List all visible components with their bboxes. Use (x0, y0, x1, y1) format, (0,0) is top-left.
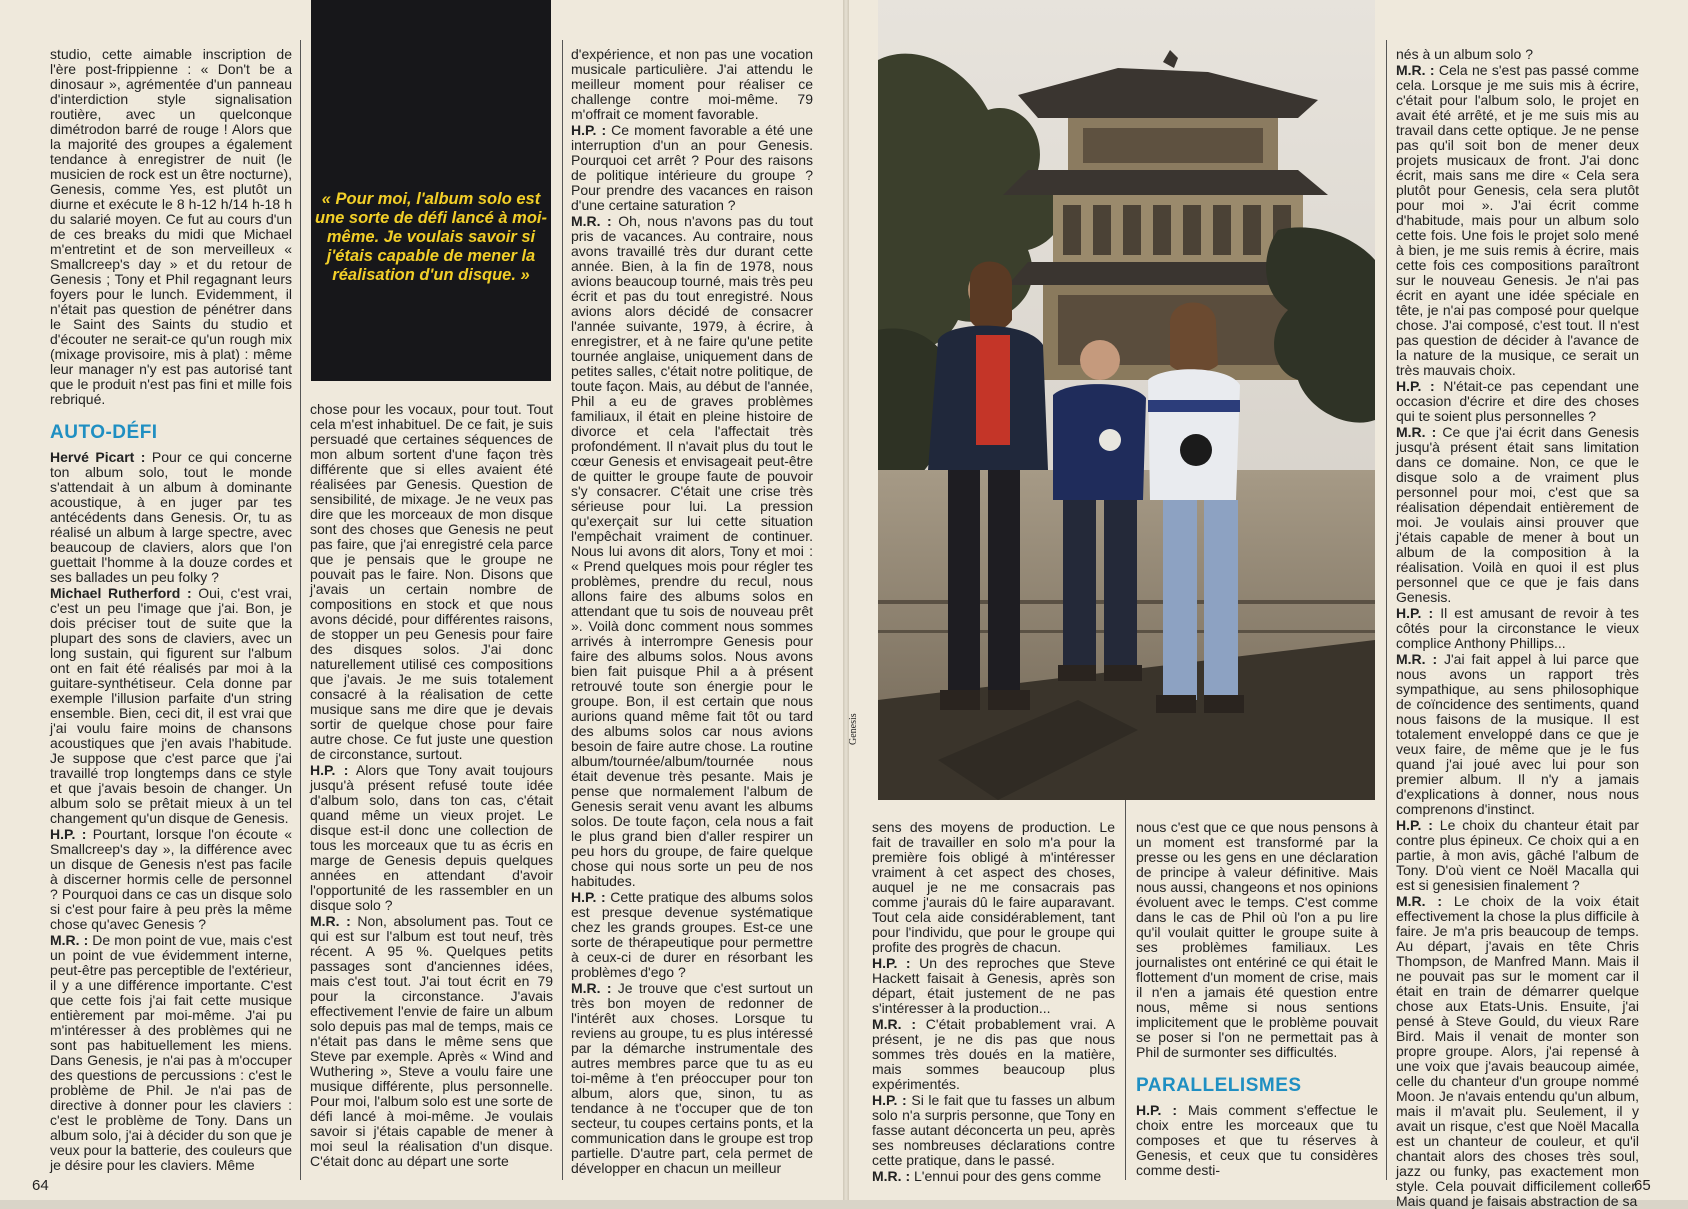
speaker-label: M.R. : (1396, 62, 1435, 78)
paragraph (571, 214, 813, 889)
paragraph-text: Le choix du chanteur était par contre plus épineux. Ce choix qui a en partie, à mon avis, gâché l'album de Tony. D'où vient ce Noël Macalla qui est si genesisien finalement ? (1396, 817, 1639, 893)
paragraph-text: Pour ce qui concerne ton album solo, tout le monde s'attendait à un album à dominante acoustique, à en juger par tes antécédents dans Genesis. Or, tu as réalisé un album à large spectre, avec beaucoup de claviers, alors que l'on guettait l'homme à la douze cordes et ses ballades un peu folky ? (50, 449, 292, 585)
article-column-6 (1396, 46, 1639, 1209)
paragraph-text: N'était-ce pas cependant une occasion d'écrire et dire des choses qui te soient plus personnelles ? (1396, 378, 1639, 424)
speaker-label: M.R. : (1396, 893, 1443, 909)
speaker-label: H.P. : (310, 762, 349, 778)
speaker-label: M.R. : (872, 1168, 911, 1184)
column-rule (1125, 800, 1126, 1180)
paragraph: nés à un album solo ? (1396, 46, 1533, 62)
pull-quote: « Pour moi, l'album solo est une sorte de défi lancé à moi-même. Je voulais savoir si j'étais capable de mener la réalisation d'un disque. » (315, 190, 547, 284)
band-photo (878, 0, 1375, 800)
paragraph (571, 123, 813, 213)
speaker-label: H.P. : (1136, 1102, 1178, 1118)
speaker-label: M.R. : (50, 932, 89, 948)
paragraph (1136, 1103, 1378, 1178)
paragraph-text: Cela ne s'est pas passé comme cela. Lorsque je me suis mis à écrire, c'était pour l'album solo, le projet en avait été arrêté, et je me suis mis au travail dans cette optique. Je ne pense pas qu'il soit bon de mener deux projets musicaux de front. J'ai donc écrit, mais sans me dire « Cela sera plutôt pour Genesis, cela sera plutôt pour moi ». J'ai écrit comme d'habitude, mais pour un album solo cette fois. Une fois le projet solo mené à bien, je me suis remis à écrire, mais cette fois ces compositions paraîtront sur le nouveau Genesis. Je n'ai pas écrit en ayant une idée spéciale en tête, je n'ai pas composé pour quelque chose. J'ai composé, c'est tout. Il n'est pas question de décider à l'avance de la nature de la musique, ce serait un très mauvais choix. (1396, 62, 1639, 378)
page-gutter (843, 0, 849, 1200)
speaker-label: M.R. : (1396, 424, 1437, 440)
paragraph (1396, 379, 1639, 424)
speaker-label: M.R. : (1396, 651, 1438, 667)
paragraph-text: Pourtant, lorsque l'on écoute « Smallcreep's day », la différence avec un disque de Genesis n'est pas facile à discerner hormis celle de personnel ? Pourquoi dans ce cas un disque solo si c'est pour faire à peu près la même chose qu'avec Genesis ? (50, 826, 292, 932)
speaker-label: H.P. : (50, 826, 87, 842)
article-column-1 (50, 46, 293, 1173)
paragraph (50, 827, 292, 932)
paragraph-text: Je trouve que c'est surtout un très bon moyen de redonner de l'intérêt aux choses. Lorsque tu reviens au groupe, tu es plus intéressé par la démarche instrumentale des autres membres parce que tu as eu toi-même à t'en préoccuper pour ton album, alors que, sinon, tu as tendance à ne t'occuper que de ton secteur, tu coupes certains ponts, et la communication dans le groupe est trop partielle. D'autre part, cela permet de développer en chacun un meilleur (571, 980, 813, 1176)
paragraph-text: Oui, c'est vrai, c'est un peu l'image que j'ai. Bon, je dois préciser tout de suite que la plupart des sons de claviers, avec un long sustain, qui figurent sur l'album ont en fait été réalisés par moi à la guitare-synthétiseur. Cela donne par exemple l'illusion parfaite d'un string ensemble. Bien, ceci dit, il est vrai que j'ai voulu faire moins de chansons acoustiques que j'en avais l'habitude. Je suppose que c'est parce que j'ai travaillé trop longtemps dans ce style et que j'avais besoin de changer. Un album solo se prêtait mieux à un tel changement qu'un disque de Genesis. (50, 585, 292, 826)
speaker-label: Hervé Picart : (50, 449, 146, 465)
paragraph: nous c'est que ce que nous pensons à un moment est transformé par la presse ou les gens en une déclaration de principe à valeur définitive. Mais nous aussi, changeons et nos opinions évoluent avec le temps. C'est comme dans le cas de Phil où l'on a pu lire qu'il voulait quitter le groupe suite à ses problèmes familiaux. Les journalistes ont entériné ce qui était le flottement d'un moment de crise, mais il n'en a jamais été question entre nous, même si nous sentions implicitement que le problème pouvait se poser si l'on ne permettait pas à Phil de surmonter ses difficultés. (1136, 819, 1378, 1060)
paragraph-text: Oh, nous n'avons pas du tout pris de vacances. Au contraire, nous avons travaillé très dur durant cette année. Bien, à la fin de 1978, nous avions beaucoup tourné, mais très peu écrit et pas du tout enregistré. Nous avions alors décidé de consacrer l'année suivante, 1979, à écrire, à enregistrer, et à ne faire qu'une petite tournée anglaise, uniquement dans de petites salles, c'était notre politique, de toute façon. Mais, au début de l'année, Phil a eu de graves problèmes familiaux, il était en pleine histoire de divorce et cela l'affectait très profondément. Il n'avait plus du tout le cœur Genesis et envisageait peut-être de quitter le groupe faute de pouvoir s'y consacrer. C'était une crise très sérieuse pour lui. La pression qu'exerçait sur lui cette situation l'empêchait vraiment de continuer. Nous lui avons dit alors, Tony et moi : « Prend quelques mois pour régler tes problèmes, prendre du recul, nous allons faire des albums solos en attendant que tu sois de nouveau prêt ». Voilà donc comment nous sommes arrivés à interrompre Genesis pour faire des albums solos. Nous avons bien fait puisque Phil a à présent retrouvé toute son énergie pour le groupe. Bon, il est certain que nous aurions quand même fait tôt ou tard des albums solos car nous avions besoin de faire autre chose. La routine album/tournée/album/tournée nous était devenue très pesante. Mais je pense que normalement l'album de Genesis serait venu avant les albums solos. De toute façon, cela nous a fait le plus grand bien d'aller respirer un peu hors du groupe, de faire quelque chose qui nous sorte un peu de nos habitudes. (571, 213, 814, 889)
section-heading-parallelismes: PARALLELISMES (1136, 1075, 1302, 1096)
paragraph (1396, 425, 1639, 605)
speaker-label: H.P. : (1396, 378, 1435, 394)
speaker-label: M.R. : (571, 980, 612, 996)
paragraph: sens des moyens de production. Le fait de travailler en solo m'a pour la première fois obligé à m'intéresser vraiment à cet aspect des choses, auquel je ne me consacrais pas comme j'aurais dû le faire auparavant. Tout cela aide considérablement, tant pour l'individu, que pour le groupe qui profite des progrès de chacun. (872, 819, 1115, 955)
paragraph (571, 890, 813, 980)
speaker-label: H.P. : (571, 889, 606, 905)
paragraph-text: C'était probablement vrai. A présent, je ne dis pas que nous sommes très doués en la matière, mais sommes beaucoup plus expérimentés. (872, 1016, 1115, 1092)
pagoda-photo-illustration (878, 0, 1375, 800)
column-rule (562, 40, 563, 1180)
page-number-left: 64 (32, 1177, 49, 1194)
paragraph: studio, cette aimable inscription de l'ère post-frippienne : « Don't be a dinosaur », agrémentée d'un panneau d'interdiction style signalisation routière, avec un quelconque dimétrodon barré de rouge ! Alors que la majorité des groupes a également tendance à enregistrer de nuit (le musicien de rock est un être nocturne), Genesis, comme Yes, est plutôt un diurne et exécute le 8 h-12 h/14 h-18 h du salarié moyen. Ce fut au cours d'un de ces breaks du midi que Michael m'entretint et de son merveilleux « Smallcreep's day » et du retour de Genesis ; Tony et Phil regagnant leurs foyers pour le lunch. Evidemment, il n'était pas question de pénétrer dans le Saint des Saints du studio et d'écouter ne serait-ce qu'un rough mix (mixage provisoire, mis à plat) : même leur manager n'y est pas autorisé tant que le produit n'est pas fini et mille fois rebriqué. (50, 46, 293, 407)
paragraph (1396, 606, 1639, 651)
paragraph-text: De mon point de vue, mais c'est un point de vue évidemment interne, peut-être pas perceptible de l'extérieur, il y a une différence importante. C'est que cette fois j'ai fait cette musique entièrement par moi-même. J'ai pu m'intéresser à des problèmes qui ne sont pas habituellement les miens. Dans Genesis, je n'ai pas à m'occuper des questions de percussions : c'est le problème de Phil. Je n'ai pas de directive à donner pour les claviers : c'est le problème de Tony. Dans un album solo, j'ai à décider du son que je veux pour la batterie, des couleurs que je désire pour les claviers. Même (50, 932, 292, 1173)
paragraph (872, 1169, 1115, 1184)
column-rule (1386, 40, 1387, 1180)
paragraph (50, 450, 292, 585)
speaker-label: H.P. : (1396, 605, 1434, 621)
section-heading-auto-defi: AUTO-DÉFI (50, 422, 158, 443)
article-column-2 (310, 401, 553, 1169)
paragraph (50, 933, 292, 1173)
paragraph (1396, 894, 1639, 1209)
paragraph (571, 981, 813, 1176)
paragraph (872, 1093, 1115, 1168)
paragraph-text: L'ennui pour des gens comme (910, 1168, 1102, 1184)
paragraph (872, 1017, 1115, 1092)
paragraph-text: Il est amusant de revoir à tes côtés pour la circonstance le vieux complice Anthony Phillips... (1396, 605, 1639, 651)
paragraph-text: Mais comment s'effectue le choix entre les morceaux que tu composes et que tu réserves à Genesis, et ceux que tu considères comme desti- (1136, 1102, 1378, 1178)
speaker-label: M.R. : (310, 913, 351, 929)
paragraph-text: Ce moment favorable a été une interruption d'un an pour Genesis. Pourquoi cet arrêt ? Pour des raisons de politique intérieure du groupe ? Pour prendre des vacances en raison d'une certaine saturation ? (571, 122, 813, 213)
paragraph-text: Alors que Tony avait toujours jusqu'à présent refusé toute idée d'album solo, dans ton cas, c'était quand même un vieux projet. Le disque est-il donc une collection de tous les morceaux que tu as écris en marge de Genesis depuis quelques années en attendant d'avoir l'opportunité de les rassembler en un disque solo ? (310, 762, 553, 913)
paragraph-text: Le choix de la voix était effectivement la chose la plus difficile à faire. Je m'a pris beaucoup de temps. Au départ, j'avais en tête Chris Thompson, de Manfred Mann. Mais il ne pouvait pas sur le moment car il était en train de démarrer quelque chose aux Etats-Unis. Ensuite, j'ai pensé à Steve Gould, du vieux Rare Bird. Mais il venait de monter son propre groupe. Alors, j'ai repensé à une voix que j'avais beaucoup aimée, celle du chanteur d'un groupe nommé Moon. Je n'avais entendu qu'un album, mais il m'avait plu. Seulement, il y avait un risque, c'est que Noël Macalla est un chanteur de couleur, et qu'il chantait alors des choses très soul, jazz ou funky, pas exactement mon style. Cela pouvait difficilement coller. Mais quand je faisais abstraction de sa (1396, 893, 1639, 1209)
article-column-3 (571, 46, 814, 1176)
pull-quote-box (311, 0, 551, 381)
paragraph-text: Cette pratique des albums solos est presque devenue systématique chez les grands groupes. Est-ce une sorte de thérapeutique pour permettre à ceux-ci de durer en résorbant les problèmes d'ego ? (571, 889, 813, 980)
paragraph (310, 763, 553, 913)
paragraph (872, 956, 1115, 1016)
article-column-4 (872, 819, 1115, 1184)
paragraph (1396, 63, 1639, 378)
paragraph: d'expérience, et non pas une vocation musicale particulière. J'ai attendu le meilleur moment pour réaliser ce challenge contre moi-même. 79 m'offrait ce moment favorable. (571, 46, 813, 122)
paragraph-text: Ce que j'ai écrit dans Genesis jusqu'à présent était sans limitation dans ce domaine. Non, ce que le disque solo a de vraiment plus personnel pour moi, c'est que sa réalisation dépendait entièrement de moi. Je voulais ainsi prouver que j'étais capable de mener à bout un album de la composition à la réalisation. Voilà en quoi il est plus personnel que ce que je fais dans Genesis. (1396, 424, 1639, 605)
paragraph: chose pour les vocaux, pour tout. Tout cela m'est inhabituel. De ce fait, je suis persuadé que certaines séquences de mon album sortent d'une façon très différente que si elles avaient été réalisées par Genesis. Question de sensibilité, de mixage. Je ne veux pas dire que les morceaux de mon disque sont des choses que Genesis ne peut pas faire, que j'ai enregistré cela parce que je pensais que le groupe ne pouvait pas le faire. Non. Disons que j'avais un certain nombre de compositions en stock et que nous avons décidé, pour différentes raisons, de stopper un peu Genesis pour faire des disques solos. J'ai donc naturellement utilisé ces compositions que j'avais. Je me suis totalement consacré à la réalisation de cette musique sans me dire que je devais sortir de quelque chose pour faire autre chose. Ce fut juste une question de circonstance, surtout. (310, 401, 553, 762)
paragraph (50, 586, 292, 826)
speaker-label: M.R. : (872, 1016, 916, 1032)
speaker-label: M.R. : (571, 213, 612, 229)
speaker-label: Michael Rutherford : (50, 585, 192, 601)
paragraph-text: Un des reproches que Steve Hackett faisait à Genesis, après son départ, était justement de ne pas s'intéresser à la production... (872, 955, 1115, 1016)
photo-credit: Genesis (848, 713, 859, 745)
paragraph-text: J'ai fait appel à lui parce que nous avons un rapport très sympathique, au sens philosophique de coïncidence des sentiments, quand nous faisons de la musique. Il est totalement enveloppé dans ce que je veux faire, de même que je le fus quand j'ai joué avec lui pour son premier album. Il n'y a jamais d'explications à donner, nous nous comprenons d'instinct. (1396, 651, 1639, 817)
paragraph (310, 914, 553, 1169)
article-column-5 (1136, 819, 1378, 1178)
speaker-label: H.P. : (872, 955, 911, 971)
paragraph-text: Si le fait que tu fasses un album solo n'a surpris personne, que Tony en fasse autant déconcerta un peu, après ses nombreuses déclarations contre cette pratique, dans le passé. (872, 1092, 1115, 1168)
speaker-label: H.P. : (1396, 817, 1433, 833)
page-number-right: 65 (1634, 1177, 1651, 1194)
paragraph (1396, 652, 1639, 817)
column-rule (300, 40, 301, 1180)
speaker-label: H.P. : (872, 1092, 907, 1108)
paragraph (1396, 818, 1639, 893)
speaker-label: H.P. : (571, 122, 607, 138)
paragraph-text: Non, absolument pas. Tout ce qui est sur l'album est tout neuf, très récent. A 95 %. Quelques petits passages sont d'anciennes idées, mais c'est tout. J'ai tout écrit en 79 pour la circonstance. J'avais effectivement l'envie de faire un album solo depuis pas mal de temps, mais ce n'était pas dans le même sens que Steve par exemple. Après « Wind and Wuthering », Steve a voulu faire une musique différente, plus personnelle. Pour moi, l'album solo est une sorte de défi lancé à moi-même. Je voulais savoir si j'étais capable de mener à moi seul la réalisation d'un disque. C'était donc au départ une sorte (310, 913, 553, 1169)
